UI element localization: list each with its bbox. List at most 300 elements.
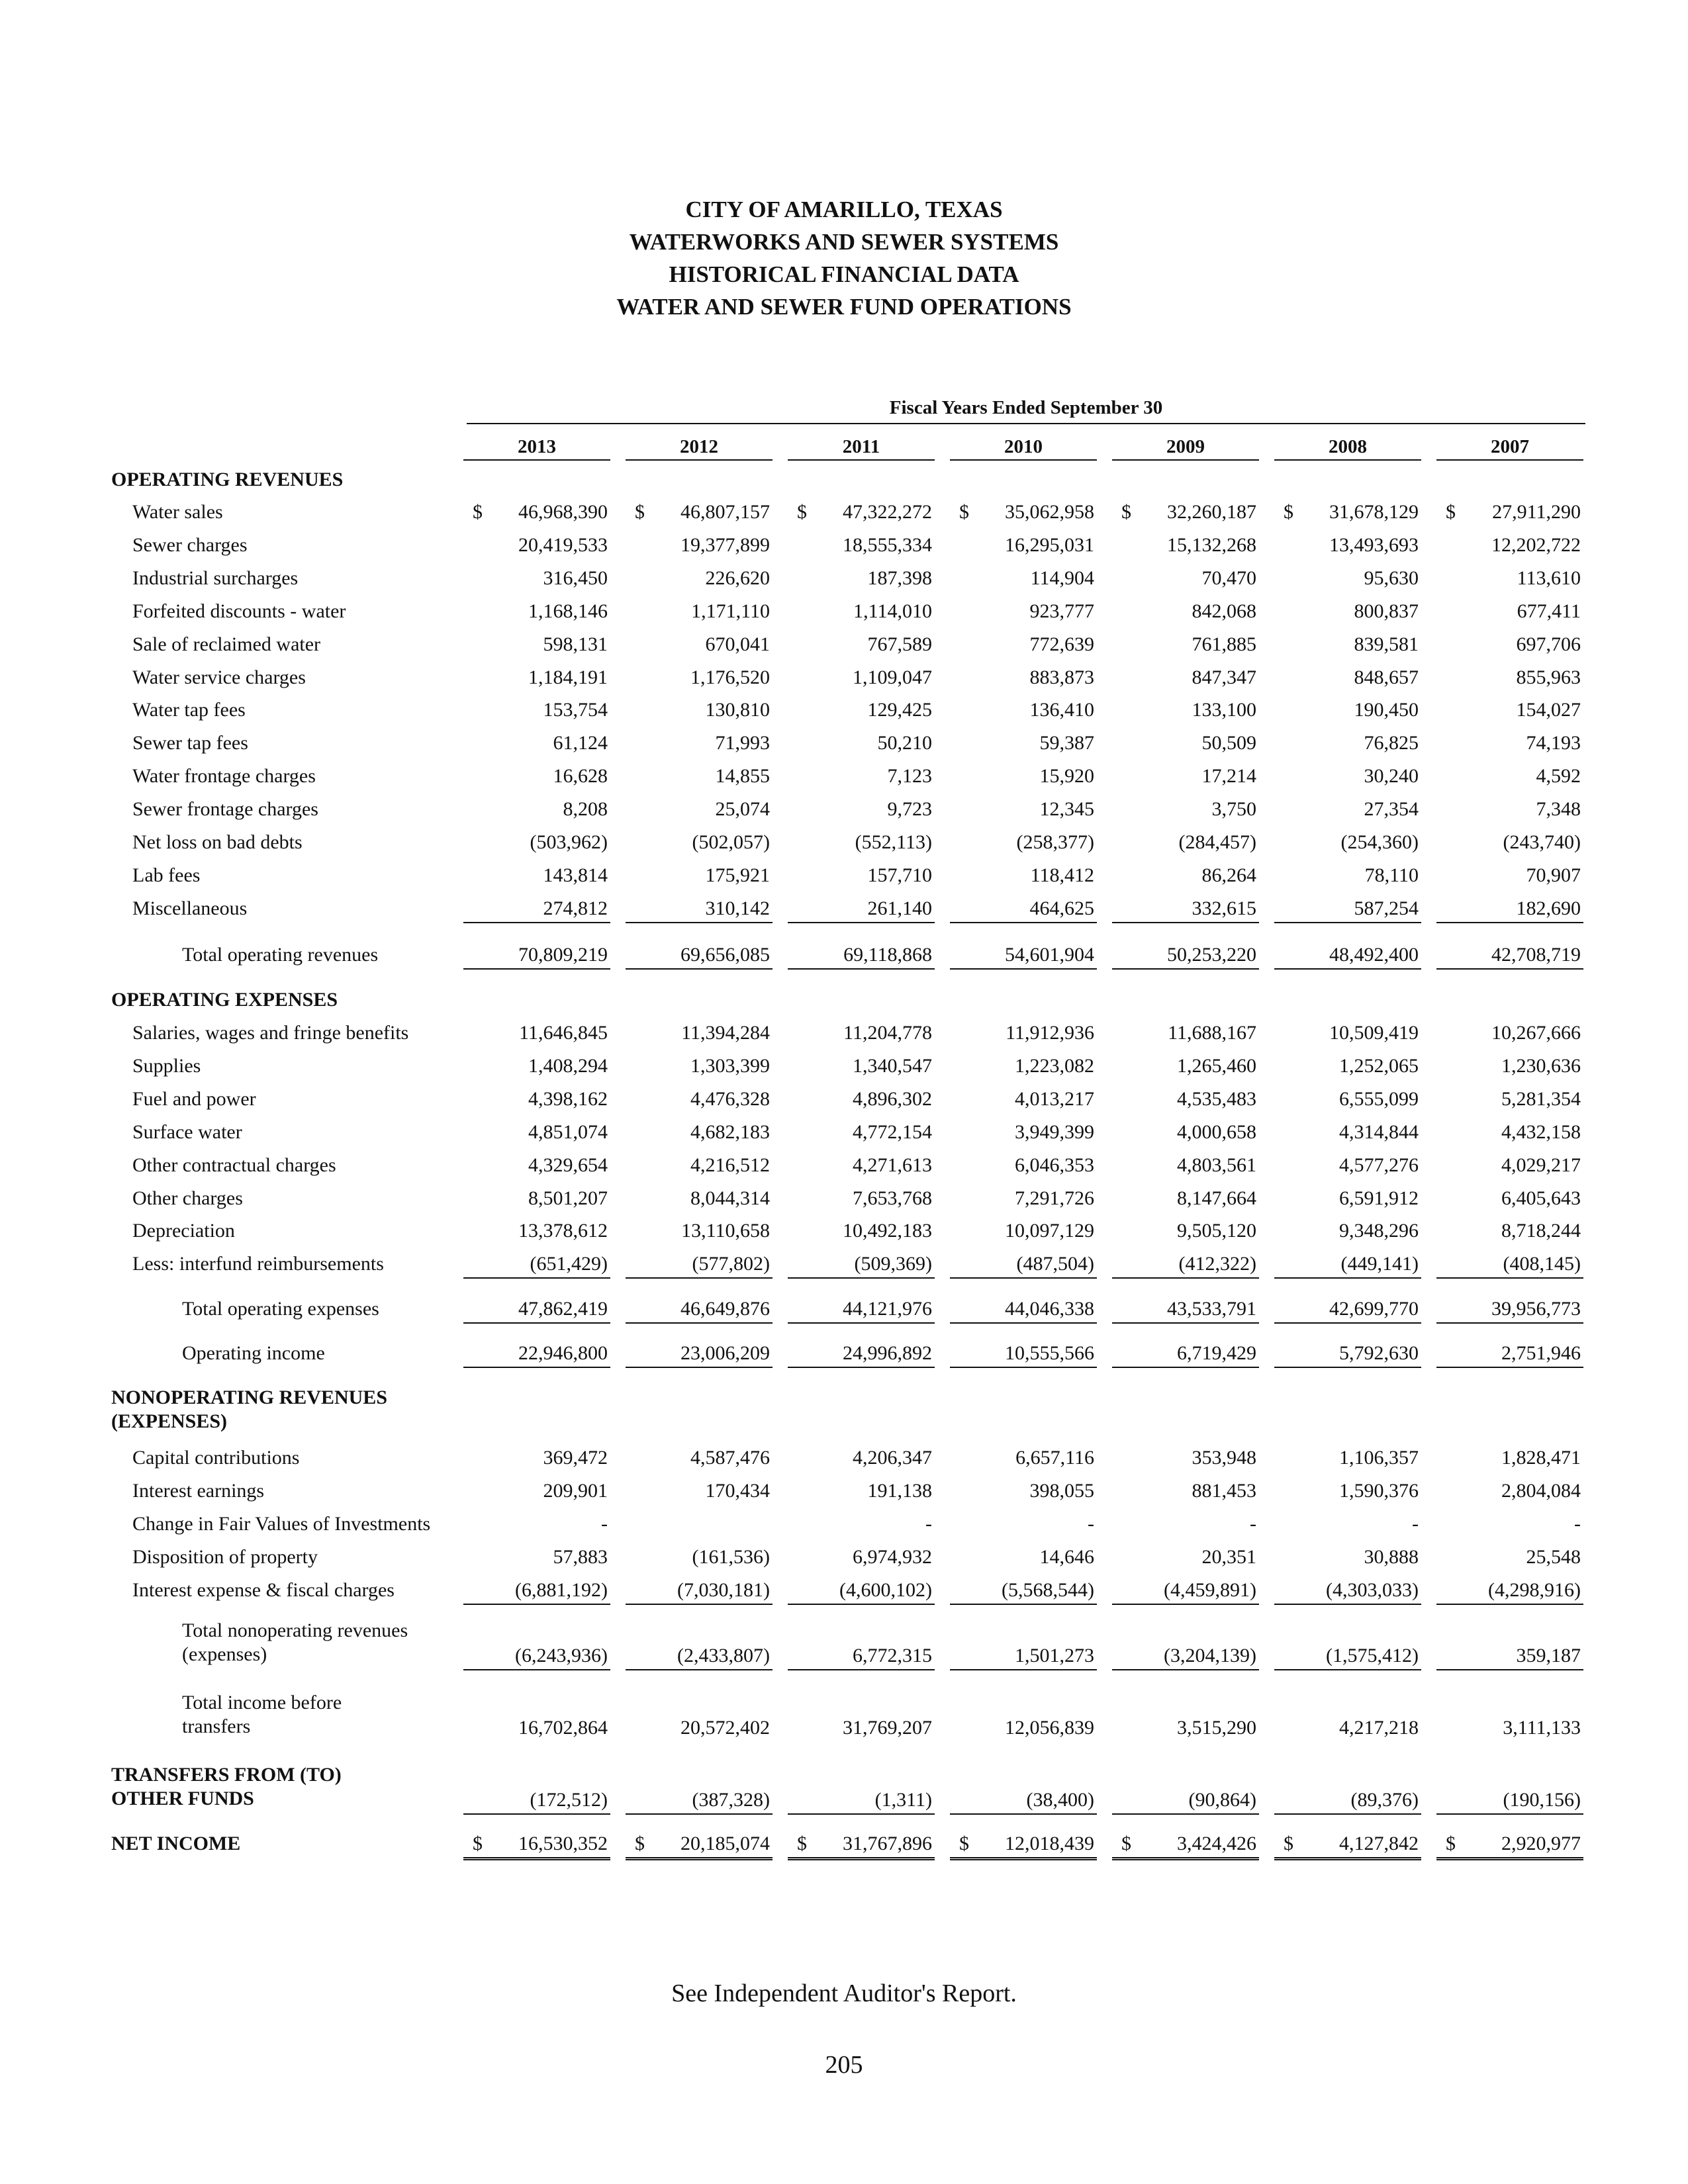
value-cell [788, 1340, 935, 1368]
value-text: 1,265,460 [1177, 1054, 1256, 1077]
value-text: 9,723 [887, 798, 932, 821]
value-text: 1,340,547 [853, 1054, 932, 1077]
value-text: (284,457) [1178, 831, 1256, 853]
value-cell [1112, 1445, 1259, 1471]
value-cell [463, 499, 610, 525]
value-text: 3,949,399 [1015, 1120, 1094, 1143]
value-cell [1436, 1478, 1583, 1504]
value-cell [463, 697, 610, 723]
value-text: 4,476,328 [690, 1087, 770, 1110]
value-text: 9,505,120 [1177, 1220, 1256, 1242]
row-label: Miscellaneous [132, 897, 248, 919]
value-cell [463, 565, 610, 592]
value-text: 44,121,976 [843, 1298, 932, 1320]
value-text: 20,572,402 [680, 1717, 770, 1739]
value-cell [463, 763, 610, 790]
value-cell [626, 1185, 773, 1212]
value-text: 7,123 [887, 765, 932, 788]
value-text: 1,590,376 [1339, 1479, 1419, 1502]
value-cell [626, 565, 773, 592]
year-header-row [0, 434, 1688, 463]
value-cell [463, 1715, 610, 1741]
value-text: 133,100 [1192, 699, 1256, 721]
value-text: 670,041 [705, 633, 770, 655]
value-text: 47,322,272 [843, 501, 932, 523]
value-cell [626, 730, 773, 756]
value-text: 1,168,146 [528, 600, 608, 622]
value-cell [788, 1185, 935, 1212]
value-text: (6,881,192) [515, 1578, 608, 1601]
year-header: 2011 [788, 434, 935, 461]
value-text: 8,718,244 [1501, 1220, 1581, 1242]
value-cell [1112, 1296, 1259, 1324]
value-text: 69,118,868 [843, 944, 932, 966]
value-cell [463, 1119, 610, 1146]
value-text: 1,176,520 [690, 666, 770, 688]
value-cell [1274, 499, 1421, 525]
value-cell [1436, 1296, 1583, 1324]
value-text: 11,688,167 [1168, 1022, 1256, 1044]
title-line-3: HISTORICAL FINANCIAL DATA [669, 261, 1019, 287]
value-text: 2,751,946 [1501, 1342, 1581, 1364]
value-text: 44,046,338 [1005, 1298, 1094, 1320]
value-text: 22,946,800 [518, 1342, 608, 1364]
value-cell [626, 895, 773, 923]
value-cell [463, 1478, 610, 1504]
value-text: 4,127,842 [1339, 1833, 1419, 1854]
value-cell [788, 499, 935, 525]
value-text: 13,378,612 [518, 1220, 608, 1242]
value-cell [626, 1643, 773, 1670]
value-text: 4,587,476 [690, 1447, 770, 1469]
value-text: 61,124 [553, 732, 608, 754]
value-cell [1436, 565, 1583, 592]
value-cell [463, 532, 610, 559]
value-cell [626, 1831, 773, 1860]
value-text: 187,398 [867, 567, 932, 589]
value-text: 842,068 [1192, 600, 1256, 622]
value-text: 31,769,207 [843, 1717, 932, 1739]
value-cell [950, 1478, 1097, 1504]
value-text: 5,792,630 [1339, 1342, 1419, 1364]
value-text: 4,271,613 [853, 1154, 932, 1176]
value-text: 6,657,116 [1015, 1447, 1094, 1469]
value-text: (190,156) [1503, 1789, 1581, 1811]
year-header: 2009 [1112, 434, 1259, 461]
value-cell [1112, 942, 1259, 970]
value-cell [1274, 1086, 1421, 1113]
value-text: 598,131 [543, 633, 608, 655]
value-text: (509,369) [854, 1253, 932, 1275]
value-cell [950, 532, 1097, 559]
value-cell [1436, 796, 1583, 823]
value-text: 16,702,864 [518, 1717, 608, 1739]
value-text: 4,592 [1536, 765, 1581, 788]
value-text: (172,512) [530, 1789, 608, 1811]
value-text: 209,901 [543, 1479, 608, 1502]
value-cell [1112, 1086, 1259, 1113]
value-cell [463, 1511, 610, 1537]
value-text: 3,424,426 [1177, 1833, 1256, 1854]
value-text: 4,000,658 [1177, 1120, 1256, 1143]
value-text: 13,110,658 [681, 1220, 770, 1242]
value-text: 25,074 [715, 798, 770, 821]
value-text: 170,434 [705, 1479, 770, 1502]
value-cell [788, 829, 935, 856]
value-text: 4,577,276 [1339, 1154, 1419, 1176]
value-cell [1436, 664, 1583, 691]
value-cell [1112, 1340, 1259, 1368]
value-cell [950, 1152, 1097, 1179]
value-text: 4,329,654 [528, 1154, 608, 1176]
value-text: - [1574, 1512, 1581, 1535]
value-cell [1274, 1544, 1421, 1570]
value-text: 10,509,419 [1329, 1022, 1419, 1044]
value-cell [950, 796, 1097, 823]
value-cell [463, 664, 610, 691]
value-cell [1112, 499, 1259, 525]
value-cell [950, 730, 1097, 756]
value-cell [626, 862, 773, 889]
value-cell [1112, 565, 1259, 592]
value-text: 14,646 [1039, 1545, 1094, 1568]
value-text: (161,536) [692, 1545, 770, 1568]
row-label: Capital contributions [132, 1447, 300, 1469]
row-label: Fuel and power [132, 1087, 256, 1110]
value-cell [1274, 1511, 1421, 1537]
value-text: 76,825 [1364, 732, 1419, 754]
value-text: 10,267,666 [1491, 1022, 1581, 1044]
value-cell [1274, 1445, 1421, 1471]
value-text: 7,291,726 [1015, 1187, 1094, 1209]
value-cell [1112, 796, 1259, 823]
value-cell [626, 1152, 773, 1179]
value-text: 6,719,429 [1177, 1342, 1256, 1364]
value-text: 59,387 [1039, 732, 1094, 754]
value-cell [463, 1340, 610, 1368]
value-text: (408,145) [1503, 1253, 1581, 1275]
value-text: 1,106,357 [1339, 1447, 1419, 1469]
value-text: 10,492,183 [843, 1220, 932, 1242]
value-text: (552,113) [855, 831, 932, 853]
value-cell [626, 664, 773, 691]
value-text: 4,398,162 [528, 1087, 608, 1110]
row-label: Total income before transfers [182, 1692, 342, 1737]
value-text: 4,851,074 [528, 1120, 608, 1143]
value-text: 848,657 [1354, 666, 1419, 688]
value-text: 4,432,158 [1501, 1120, 1581, 1143]
auditor-report-note: See Independent Auditor's Report. [671, 1979, 1017, 2007]
value-cell [1112, 664, 1259, 691]
value-cell [1436, 1251, 1583, 1279]
value-text: 113,610 [1517, 567, 1581, 589]
value-text: 130,810 [705, 699, 770, 721]
row-label: Depreciation [132, 1220, 235, 1242]
value-cell [626, 1478, 773, 1504]
currency-symbol: $ [635, 501, 645, 523]
value-cell [788, 763, 935, 790]
value-text: 839,581 [1354, 633, 1419, 655]
value-text: 30,888 [1364, 1545, 1419, 1568]
value-cell [1274, 1251, 1421, 1279]
row-label: Sewer frontage charges [132, 798, 318, 821]
value-text: 677,411 [1517, 600, 1581, 622]
value-text: 6,772,315 [853, 1645, 932, 1666]
row-label: Industrial surcharges [132, 567, 299, 589]
value-cell [950, 499, 1097, 525]
value-text: 11,204,778 [843, 1022, 932, 1044]
value-text: 15,920 [1039, 765, 1094, 788]
value-text: 8,208 [563, 798, 608, 821]
value-cell [463, 1020, 610, 1046]
value-cell [626, 829, 773, 856]
value-text: 5,281,354 [1501, 1087, 1581, 1110]
value-cell [788, 697, 935, 723]
value-cell [788, 532, 935, 559]
value-cell [950, 1715, 1097, 1741]
value-cell [950, 1787, 1097, 1815]
value-text: 16,628 [553, 765, 608, 788]
value-text: (5,568,544) [1002, 1578, 1094, 1601]
value-text: 50,509 [1201, 732, 1256, 754]
value-cell [1274, 1577, 1421, 1605]
value-text: (412,322) [1178, 1253, 1256, 1275]
value-text: (449,141) [1340, 1253, 1419, 1275]
value-text: (2,433,807) [677, 1645, 770, 1666]
value-text: 46,649,876 [680, 1298, 770, 1320]
value-cell [1436, 1218, 1583, 1244]
value-cell [1274, 796, 1421, 823]
value-text: 8,147,664 [1177, 1187, 1256, 1209]
value-text: 1,114,010 [853, 600, 932, 622]
value-cell [1112, 862, 1259, 889]
value-cell [950, 862, 1097, 889]
value-cell [1436, 730, 1583, 756]
value-text: (38,400) [1026, 1789, 1094, 1811]
value-cell [463, 1218, 610, 1244]
value-text: 57,883 [553, 1545, 608, 1568]
value-text: 129,425 [867, 699, 932, 721]
year-header: 2007 [1436, 434, 1583, 461]
value-text: 175,921 [705, 864, 770, 886]
value-cell [1112, 1577, 1259, 1605]
value-text: 48,492,400 [1329, 944, 1419, 966]
row-label: Water tap fees [132, 699, 246, 721]
value-text: 12,056,839 [1005, 1717, 1094, 1739]
value-text: 761,885 [1192, 633, 1256, 655]
value-cell [626, 942, 773, 970]
value-cell [788, 1251, 935, 1279]
value-cell [788, 598, 935, 625]
value-cell [463, 1445, 610, 1471]
value-text: 332,615 [1192, 897, 1256, 919]
currency-symbol: $ [797, 501, 807, 523]
value-text: 12,018,439 [1005, 1833, 1094, 1854]
value-cell [463, 598, 610, 625]
value-cell [1274, 862, 1421, 889]
value-text: 11,394,284 [681, 1022, 770, 1044]
section-heading: OPERATING REVENUES [111, 469, 344, 490]
value-cell [463, 942, 610, 970]
value-text: 697,706 [1516, 633, 1581, 655]
year-header: 2010 [950, 434, 1097, 461]
value-cell [1436, 1152, 1583, 1179]
value-cell [1436, 1340, 1583, 1368]
value-text: 226,620 [705, 567, 770, 589]
value-cell [1436, 1643, 1583, 1670]
value-cell [1112, 1715, 1259, 1741]
currency-symbol: $ [473, 1833, 483, 1854]
value-cell [1274, 730, 1421, 756]
value-cell [1112, 763, 1259, 790]
value-text: 95,630 [1364, 567, 1419, 589]
value-text: 923,777 [1029, 600, 1094, 622]
value-cell [626, 1218, 773, 1244]
value-cell [950, 829, 1097, 856]
currency-symbol: $ [473, 501, 483, 523]
value-text: 10,555,566 [1005, 1342, 1094, 1364]
value-text: 7,653,768 [853, 1187, 932, 1209]
value-text: (651,429) [530, 1253, 608, 1275]
row-label: Change in Fair Values of Investments [132, 1512, 431, 1535]
value-text: 4,803,561 [1177, 1154, 1256, 1176]
value-text: 767,589 [867, 633, 932, 655]
value-cell [788, 1296, 935, 1324]
value-text: 1,501,273 [1015, 1645, 1094, 1666]
value-cell [1274, 895, 1421, 923]
value-cell [1436, 829, 1583, 856]
value-cell [1112, 1218, 1259, 1244]
value-cell [950, 1218, 1097, 1244]
value-cell [626, 1086, 773, 1113]
value-cell [1112, 1643, 1259, 1670]
value-text: 78,110 [1364, 864, 1419, 886]
value-cell [788, 1152, 935, 1179]
value-cell [788, 1787, 935, 1815]
value-cell [1436, 631, 1583, 658]
value-cell [626, 1544, 773, 1570]
currency-symbol: $ [959, 501, 969, 523]
value-text: 35,062,958 [1005, 501, 1094, 523]
value-text: 50,210 [877, 732, 932, 754]
value-text: 881,453 [1192, 1479, 1256, 1502]
value-cell [626, 499, 773, 525]
value-text: 19,377,899 [680, 533, 770, 556]
value-cell [1274, 1152, 1421, 1179]
value-text: 855,963 [1516, 666, 1581, 688]
value-text: (503,962) [530, 831, 608, 853]
value-text: 14,855 [715, 765, 770, 788]
value-text: 1,184,191 [528, 666, 608, 688]
value-text: 15,132,268 [1167, 533, 1256, 556]
value-cell [1112, 1185, 1259, 1212]
value-text: 6,555,099 [1339, 1087, 1419, 1110]
value-text: 20,419,533 [518, 533, 608, 556]
value-cell [788, 1218, 935, 1244]
value-cell [463, 829, 610, 856]
value-cell [463, 1577, 610, 1605]
value-text: (4,600,102) [839, 1578, 932, 1601]
row-label: Surface water [132, 1120, 242, 1143]
value-cell [1274, 1185, 1421, 1212]
value-cell [1436, 532, 1583, 559]
value-cell [1274, 1020, 1421, 1046]
value-text: (577,802) [692, 1253, 770, 1275]
value-text: 316,450 [543, 567, 608, 589]
value-cell [463, 1251, 610, 1279]
value-text: 7,348 [1536, 798, 1581, 821]
value-text: 39,956,773 [1491, 1298, 1581, 1320]
value-text: 50,253,220 [1167, 944, 1256, 966]
value-text: 4,206,347 [853, 1447, 932, 1469]
value-cell [1436, 1831, 1583, 1860]
value-text: 353,948 [1192, 1447, 1256, 1469]
value-cell [1112, 1152, 1259, 1179]
value-cell [950, 664, 1097, 691]
value-text: 772,639 [1029, 633, 1094, 655]
row-label: Forfeited discounts - water [132, 600, 346, 622]
value-text: 3,111,133 [1503, 1717, 1581, 1739]
value-cell [1436, 1715, 1583, 1741]
row-label: NET INCOME [111, 1833, 241, 1854]
row-label: Less: interfund reimbursements [132, 1253, 384, 1275]
currency-symbol: $ [635, 1833, 645, 1854]
value-cell [1274, 1340, 1421, 1368]
value-cell [1274, 1643, 1421, 1670]
value-cell [950, 942, 1097, 970]
row-label: Salaries, wages and fringe benefits [132, 1022, 409, 1044]
value-cell [1112, 1251, 1259, 1279]
value-cell [463, 1544, 610, 1570]
value-cell [1274, 1218, 1421, 1244]
value-cell [463, 1086, 610, 1113]
value-text: 46,968,390 [518, 501, 608, 523]
value-text: 1,828,471 [1501, 1447, 1581, 1469]
value-text: - [1088, 1512, 1094, 1535]
value-cell [1436, 1185, 1583, 1212]
section-heading: NONOPERATING REVENUES (EXPENSES) [111, 1387, 387, 1432]
value-cell [1436, 1577, 1583, 1605]
value-cell [788, 1831, 935, 1860]
value-text: 42,708,719 [1491, 944, 1581, 966]
value-text: 154,027 [1516, 699, 1581, 721]
value-text: 25,548 [1526, 1545, 1581, 1568]
value-text: 369,472 [543, 1447, 608, 1469]
value-cell [626, 532, 773, 559]
value-cell [1112, 1119, 1259, 1146]
value-cell [950, 1185, 1097, 1212]
value-cell [950, 1544, 1097, 1570]
title-line-1: CITY OF AMARILLO, TEXAS [685, 197, 1003, 222]
value-cell [788, 895, 935, 923]
value-text: 70,809,219 [518, 944, 608, 966]
row-label: Total nonoperating revenues (expenses) [182, 1619, 408, 1665]
value-cell [788, 1119, 935, 1146]
value-cell [1274, 532, 1421, 559]
value-cell [1274, 1053, 1421, 1079]
value-text: 6,591,912 [1339, 1187, 1419, 1209]
value-cell [950, 1340, 1097, 1368]
page-number: 205 [825, 2051, 863, 2079]
value-text: 24,996,892 [843, 1342, 932, 1364]
row-label: Disposition of property [132, 1545, 318, 1568]
currency-symbol: $ [1121, 1833, 1131, 1854]
value-text: 1,230,636 [1501, 1054, 1581, 1077]
value-text: (243,740) [1503, 831, 1581, 853]
value-cell [626, 1119, 773, 1146]
value-cell [626, 1296, 773, 1324]
row-label: Other charges [132, 1187, 243, 1209]
